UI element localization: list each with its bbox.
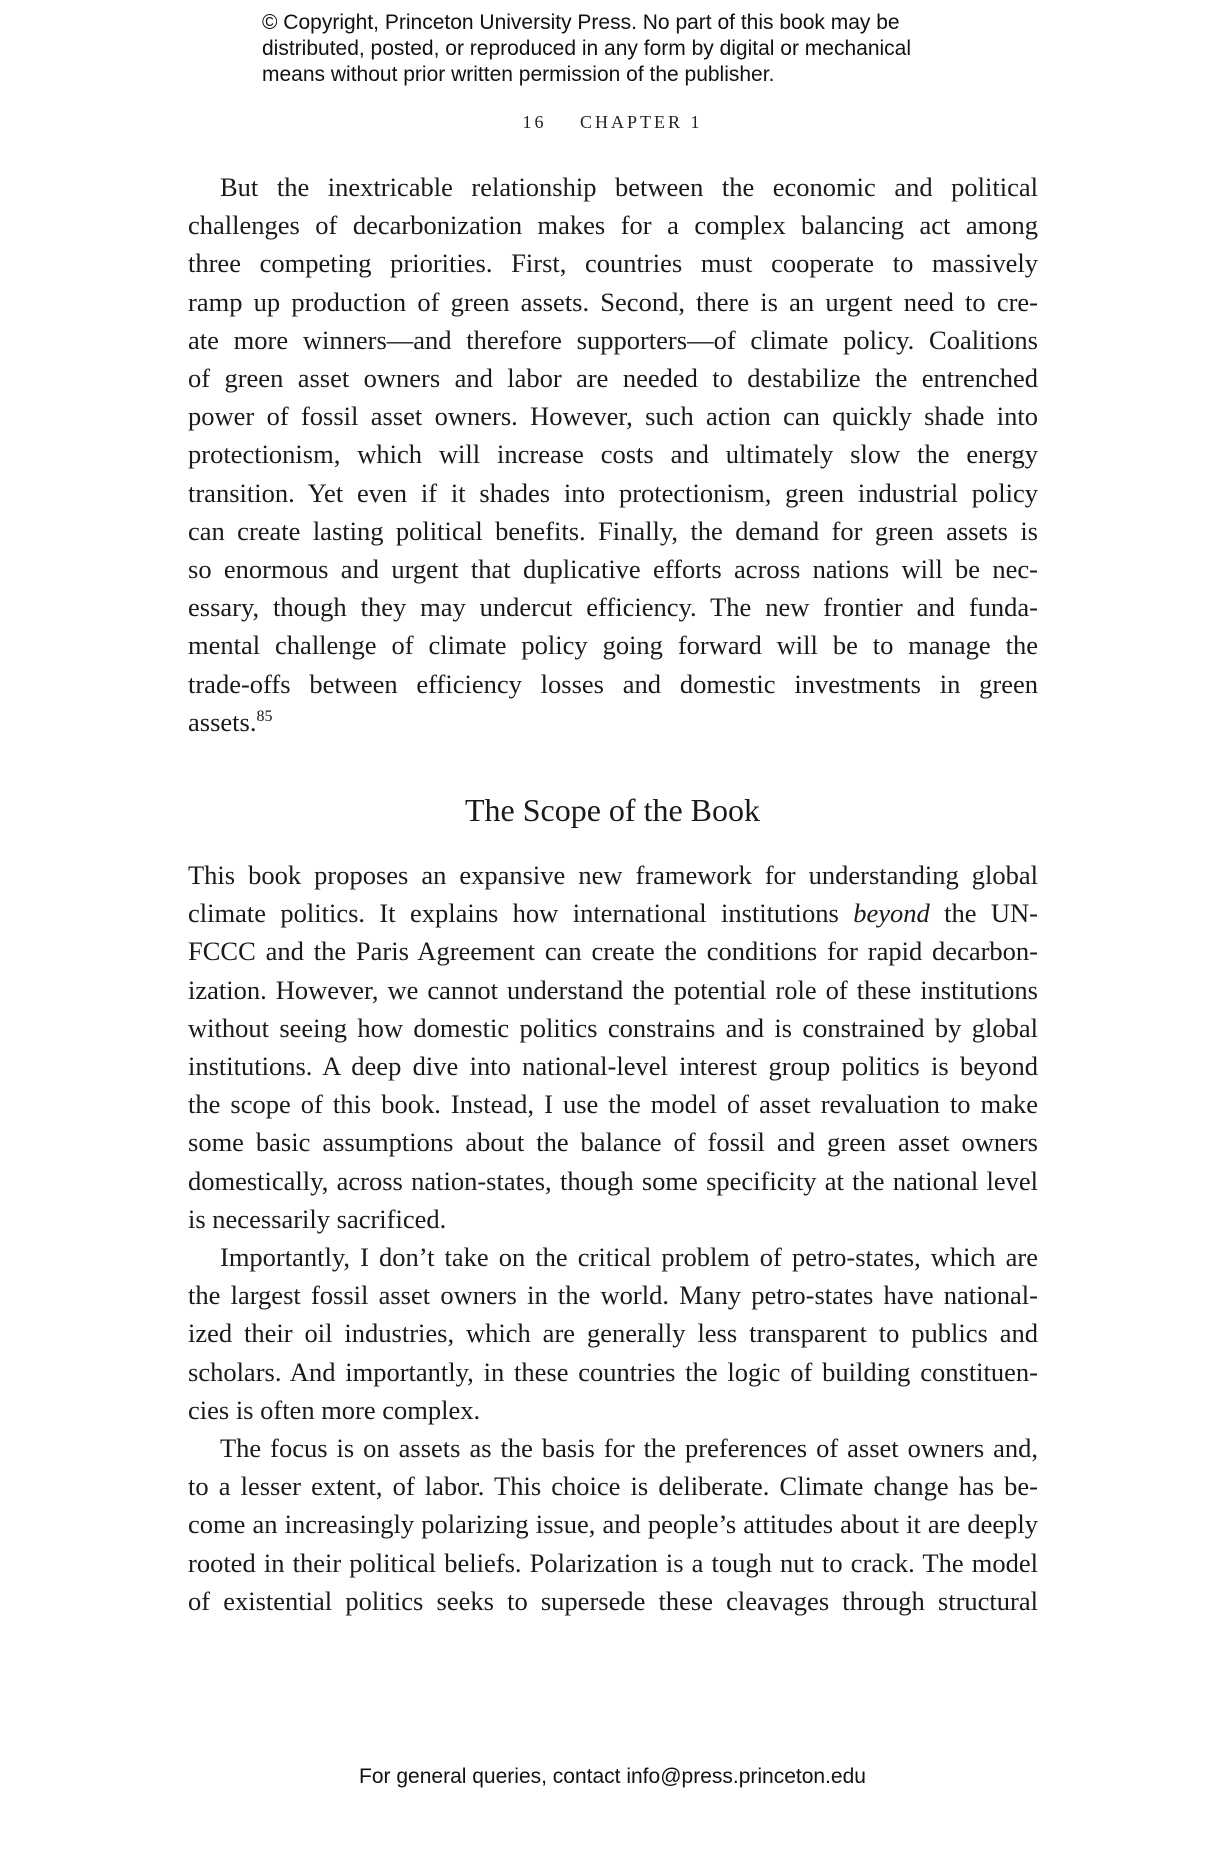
text-fragment: the UN- [929, 898, 1038, 929]
emphasis-text: beyond [853, 898, 930, 929]
text-line: scholars. And importantly, in these countries the logic of building constituen- [188, 1356, 1038, 1387]
text-line: three competing priorities. First, countries must cooperate to massively [188, 248, 1038, 279]
copyright-line: © Copyright, Princeton University Press. No part of this book may be [262, 11, 900, 34]
chapter-label: CHAPTER 1 [579, 112, 703, 132]
paragraph [188, 1238, 1038, 1429]
section-intro [188, 168, 1038, 741]
text-line: rooted in their political beliefs. Polarization is a tough nut to crack. The model [188, 1547, 1038, 1578]
text-line [188, 703, 1038, 741]
section-scope [188, 856, 1038, 1620]
text-line: some basic assumptions about the balance of fossil and green asset owners [188, 1127, 1038, 1158]
text-line: of green asset owners and labor are needed to destabilize the entrenched [188, 363, 1038, 394]
text-line: trade-offs between efficiency losses and domestic investments in green [188, 668, 1038, 699]
text-line: challenges of decarbonization makes for a complex balancing act among [188, 210, 1038, 241]
text-line: mental challenge of climate policy going forward will be to manage the [188, 630, 1038, 661]
copyright-notice [262, 10, 962, 88]
text-fragment: climate politics. It explains how international institutions [188, 898, 854, 929]
text-line: essary, though they may undercut efficiency. The new frontier and funda- [188, 592, 1038, 623]
text-fragment: assets. [188, 706, 257, 737]
paragraph [188, 1429, 1038, 1620]
text-line: Importantly, I don’t take on the critical problem of petro-states, which are [220, 1242, 1038, 1273]
text-line: The focus is on assets as the basis for the preferences of asset owners and, [220, 1433, 1038, 1464]
text-line: domestically, across nation-states, though some specificity at the national level [188, 1165, 1038, 1196]
text-line: cies is often more complex. [188, 1394, 481, 1425]
text-line: transition. Yet even if it shades into protectionism, green industrial policy [188, 477, 1038, 508]
paragraph [188, 168, 1038, 741]
text-line: protectionism, which will increase costs and ultimately slow the energy [188, 439, 1038, 470]
text-line: power of fossil asset owners. However, such action can quickly shade into [188, 401, 1038, 432]
text-line [188, 894, 1038, 932]
text-line: ized their oil industries, which are generally less transparent to publics and [188, 1318, 1038, 1349]
text-line: can create lasting political benefits. Finally, the demand for green assets is [188, 515, 1038, 546]
copyright-line: means without prior written permission of the publisher. [262, 63, 775, 86]
text-line: ramp up production of green assets. Second, there is an urgent need to cre- [188, 286, 1038, 317]
text-line: But the inextricable relationship between the economic and political [220, 172, 1038, 202]
copyright-line: distributed, posted, or reproduced in any form by digital or mechanical [262, 37, 912, 60]
footer-contact: For general queries, contact info@press.princeton.edu [359, 1765, 866, 1788]
text-line: the largest fossil asset owners in the world. Many petro-states have national- [188, 1280, 1038, 1311]
text-line: ate more winners—and therefore supporters—of climate policy. Coalitions [188, 324, 1038, 355]
text-line: so enormous and urgent that duplicative efforts across nations will be nec- [188, 554, 1038, 585]
text-line: FCCC and the Paris Agreement can create the conditions for rapid decarbon- [188, 936, 1038, 967]
running-head [0, 112, 1225, 133]
text-line: the scope of this book. Instead, I use the model of asset revaluation to make [188, 1089, 1038, 1120]
page-number: 16 [522, 112, 547, 132]
paragraph [188, 856, 1038, 1238]
text-line: is necessarily sacrificed. [188, 1203, 447, 1234]
text-line: This book proposes an expansive new framework for understanding global [188, 860, 1038, 890]
text-line: come an increasingly polarizing issue, and people’s attitudes about it are deeply [188, 1509, 1038, 1540]
section-heading: The Scope of the Book [464, 792, 761, 828]
text-line: to a lesser extent, of labor. This choice is deliberate. Climate change has be- [188, 1471, 1038, 1502]
text-line: without seeing how domestic politics constrains and is constrained by global [188, 1012, 1038, 1043]
text-line: institutions. A deep dive into national-level interest group politics is beyond [188, 1051, 1038, 1082]
text-line: ization. However, we cannot understand the potential role of these institutions [188, 974, 1038, 1005]
text-line: of existential politics seeks to supersede these cleavages through structural [188, 1585, 1038, 1616]
footnote-marker[interactable]: 85 [256, 707, 273, 725]
